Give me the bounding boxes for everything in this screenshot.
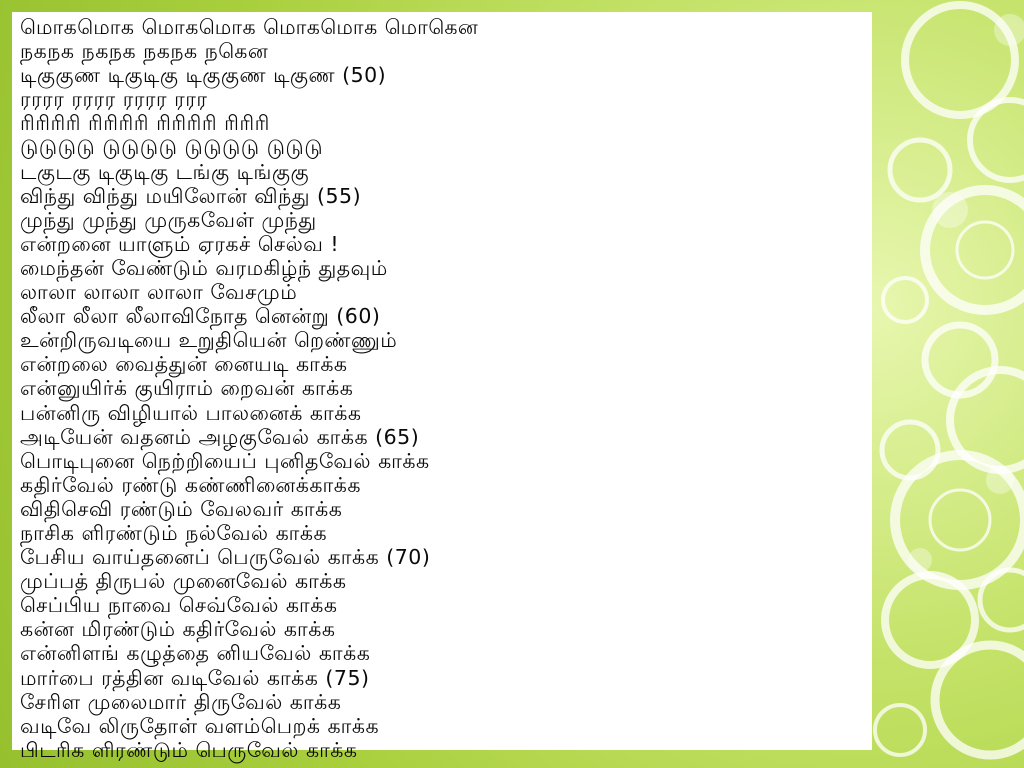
verse-line: அடியேன் வதனம் அழகுவேல் காக்க (65) [20,424,420,449]
verse-line: சேரிள முலைமார் திருவேல் காக்க [20,689,342,714]
verse-lines [20,15,478,762]
verse-line: பன்னிரு விழியால் பாலனைக் காக்க [20,400,362,425]
verse-line: ரிரிரிரி ரிரிரிரி ரிரிரிரி ரிரிரி [20,111,270,136]
verse-line: முந்து முந்து முருகவேள் முந்து [20,207,317,232]
verse-line: வடிவே லிருதோள் வளம்பெறக் காக்க [20,713,380,738]
verse-line: லாலா லாலா லாலா வேசமும் [20,280,298,305]
verse-line: விந்து விந்து மயிலோன் விந்து (55) [20,183,362,208]
verse-line: என்றலை வைத்துன் னையடி காக்க [20,352,348,377]
verse-line: மைந்தன் வேண்டும் வரமகிழ்ந் துதவும் [20,255,388,280]
verse-line: என்னிளங் கழுத்தை னியவேல் காக்க [20,641,371,666]
verse-line: டகுடகு டிகுடிகு டங்கு டிங்குகு [20,159,310,184]
verse-line: செப்பிய நாவை செவ்வேல் காக்க [20,593,338,618]
verse-line: பொடிபுனை நெற்றியைப் புனிதவேல் காக்க [20,448,430,473]
verse-line: மொகமொக மொகமொக மொகமொக மொகென [20,15,479,39]
verse-line: என்றனை யாளும் ஏரகச் செல்வ ! [20,231,340,256]
verse-line: என்னுயிர்க் குயிராம் றைவன் காக்க [20,376,354,401]
verse-line: கதிர்வேல் ரண்டு கண்ணினைக்காக்க [20,472,361,497]
verse-line: லீலா லீலா லீலாவிநோத னென்று (60) [20,304,381,329]
verse-line: பேசிய வாய்தனைப் பெருவேல் காக்க (70) [20,545,431,570]
verse-line: விதிசெவி ரண்டும் வேலவர் காக்க [20,496,343,521]
verse-line: முப்பத் திருபல் முனைவேல் காக்க [20,569,347,594]
verse-line: உன்றிருவடியை உறுதியென் றெண்ணும் [20,328,398,353]
verse-line: பிடரிக ளிரண்டும் பெருவேல் காக்க [20,737,358,762]
verse-line: டுடுடுடு டுடுடுடு டுடுடுடு டுடுடு [20,135,324,160]
verse-line: டிகுகுண டிகுடிகு டிகுகுண டிகுண (50) [20,63,387,88]
verse-line: நாசிக ளிரண்டும் நல்வேல் காக்க [20,520,328,545]
verse-line: ரரரர ரரரர ரரரர ரரர [20,87,208,112]
verse-line: நகநக நகநக நகநக நகென [20,39,269,64]
verse-line: மார்பை ரத்தின வடிவேல் காக்க (75) [20,665,370,690]
text-panel [12,12,872,762]
verse-line: கன்ன மிரண்டும் கதிர்வேல் காக்க [20,617,336,642]
